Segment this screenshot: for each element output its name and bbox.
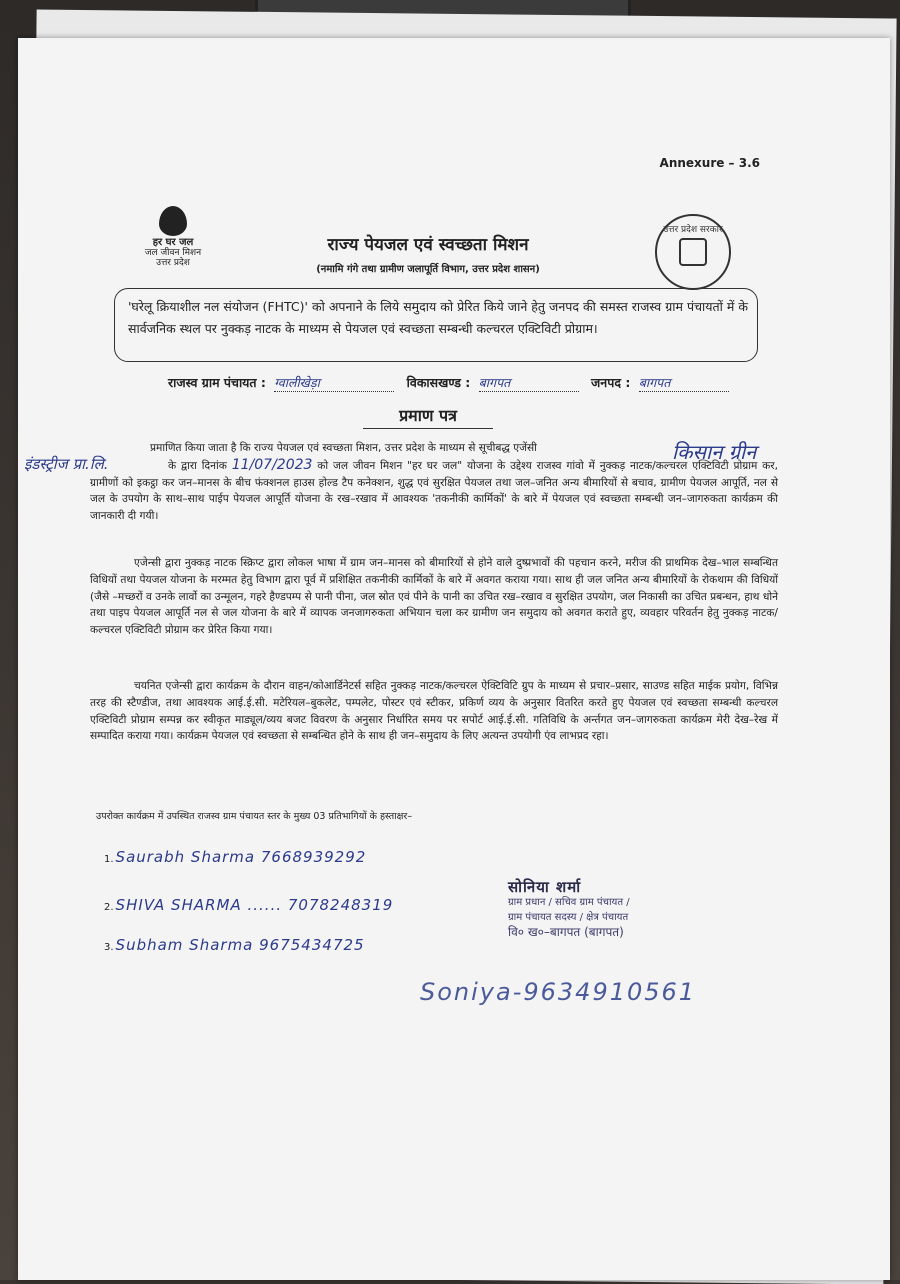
signatures-intro: उपरोक्त कार्यक्रम में उपस्थित राजस्व ग्राम पंचायत स्तर के मुख्य 03 प्रतिभागियों के हस्ताक्षर– — [96, 811, 413, 822]
pradhan-stamp — [508, 880, 728, 940]
handwritten-agency-name: किसान ग्रीन — [672, 440, 757, 464]
para3-text: चयनित एजेन्सी द्वारा कार्यक्रम के दौरान वाहन/कोआर्डिनेटर्स सहित नुक्कड़ नाटक/कल्चरल ऐक्टिविटि ग्रुप के माध्यम से प्रचार–प्रसार, साउण्ड सहित माईक प्रयोग, विभिन्न तरह की स्टैण्डीज, तथा आवश्यक आई.ई.सी. मटेरियल–बुकलेट, पम्पलेट, पोस्टर एवं स्टीकर, प्रकिर्ण व्यय के अनुसार वितरित करते हुए पेयजल एवं स्वच्छता सम्बन्धी कल्चरल एक्टिविटी प्रोग्राम सम्पन्न कर स्वीकृत माड्यूल/व्यय बजट विवरण के अनुसार निर्धारित समय पर सपोर्ट आई.ई.सी. गतिविधि के अर्न्तगत जन–जागरुकता कार्यक्रम मेरी देख–रेख में सम्पादित कराया गया। कार्यक्रम पेयजल एवं स्वच्छता से सम्बन्धित होने के साथ ही जन–समुदाय के लिए अत्यन्त उपयोगी एंव लाभप्रद रहा। — [90, 680, 778, 743]
handwritten-margin-text: इंडस्ट्रीज प्रा.लि. — [24, 455, 109, 473]
panchayat-value: ग्वालीखेड़ा — [274, 374, 394, 392]
signature-3-number: 3. — [104, 942, 114, 953]
emblem-center — [679, 238, 707, 266]
logo-line-3: उत्तर प्रदेश — [156, 258, 190, 268]
district-value: बागपत — [639, 374, 729, 392]
org-title: राज्य पेयजल एवं स्वच्छता मिशन — [327, 235, 529, 255]
stamp-line-1: ग्राम प्रधान / सचिव ग्राम पंचायत / — [508, 897, 630, 908]
organisation-header — [218, 232, 638, 275]
paragraph-1 — [90, 440, 778, 525]
stamp-line-2: ग्राम पंचायत सदस्य / क्षेत्र पंचायत — [508, 912, 629, 923]
para2-text: एजेन्सी द्वारा नुक्कड़ नाटक स्क्रिप्ट द्वारा लोकल भाषा में ग्राम जन–मानस को बीमारियों से होने वाले दुष्प्रभावों की पहचान करने, मरीज की प्राथमिक देख–भाल सम्बन्धित विधियों तथा पेयजल योजना के मरम्मत हेतु विभाग द्वारा पूर्व में प्रशिक्षित तकनीकी कार्मिकों के बारे में अवगत कराया गया। साथ ही जल जनित अन्य बीमारियों के रोकथाम की विधियों (जैसे –मच्छरों व उनके लार्वो का उन्मूलन, गहरे हैण्डपम्प से पानी पीना, जल स्रोत एवं पीने के पानी का उचित रख–रखाव व सुरक्षित उपयोग, जल निकासी का उचित प्रबन्धन, हाथ धोने तथा पाइप पेयजल आपूर्ति नल से जल योजना के बारे में व्यापक जनजागरुकता अभियान चला कर ग्रामीण जन समुदाय को अवगत कराते हुए, व्यवहार परिवर्तन हेतु नुक्कड़ नाटक/कल्चरल एक्टिविटी प्रोग्राम कर प्रेरित किया गया। — [90, 557, 778, 637]
signature-2-text: SHIVA SHARMA ...... 7078248319 — [115, 896, 394, 914]
signature-3-text: Subham Sharma 9675434725 — [115, 936, 365, 954]
signature-1 — [104, 848, 366, 866]
handwritten-soniya-phone: Soniya-9634910561 — [420, 978, 697, 1006]
signature-2-number: 2. — [104, 902, 114, 913]
handwritten-date: 11/07/2023 — [231, 456, 313, 473]
har-ghar-jal-logo — [138, 206, 208, 268]
para1-part-c: को जल जीवन मिशन "हर घर जल" योजना के उद्देश्य राजस्व गांवो में नुक्कड़ नाटक/कल्चरल एक्टिविटी प्रोग्राम कर, ग्रामीणों को इकट्ठा कर जन–मानस के बीच फंक्शनल हाउस होल्ड टैप कनेक्शन, शुद्ध एवं सुरक्षित पेयजल तथा जल–जनित अन्य बीमारियों से बचाव, ग्रामीण पेयजल आपूर्ति, नल से जल के उपयोग के साथ–साथ पाईप पेयजल आपूर्ति योजना के रख–रखाव में आवश्यक 'तकनीकी कार्मिकों' के बारे में पेयजल एवं स्वच्छता सम्बन्धी जन–जागरुकता कार्यक्रम की जानकारी दी गयी। — [90, 459, 778, 523]
annexure-label: Annexure – 3.6 — [659, 156, 760, 170]
stamp-line-3: वि० ख०–बागपत (बागपत) — [508, 925, 624, 939]
document-title: प्रमाण पत्र — [363, 404, 493, 429]
logo-line-1: हर घर जल — [152, 237, 194, 248]
para1-part-b: के द्वारा दिनांक — [168, 459, 227, 472]
signature-2 — [104, 896, 393, 914]
paragraph-2 — [90, 555, 778, 639]
block-label: विकासखण्ड : — [406, 375, 471, 390]
block-value: बागपत — [479, 374, 579, 392]
programme-description: 'घरेलू क्रियाशील नल संयोजन (FHTC)' को अपनाने के लिये समुदाय को प्रेरित किये जाने हेतु जनपद की समस्त राजस्व ग्राम पंचायतों में के सार्वजनिक स्थल पर नुक्कड़ नाटक के माध्यम से पेयजल एवं स्वच्छता सम्बन्धी कल्चरल एक्टिविटी प्रोग्राम। — [128, 299, 748, 336]
panchayat-label: राजस्व ग्राम पंचायत : — [168, 375, 266, 390]
para1-part-a: प्रमाणित किया जाता है कि राज्य पेयजल एवं स्वच्छता मिशन, उत्तर प्रदेश के माध्यम से सूचीबद्ध एजेंसी — [150, 442, 537, 454]
signature-1-number: 1. — [104, 854, 114, 865]
logo-line-2: जल जीवन मिशन — [144, 248, 202, 258]
up-govt-emblem-icon — [655, 214, 731, 290]
signature-1-text: Saurabh Sharma 7668939292 — [115, 848, 367, 866]
water-drop-tap-icon — [159, 206, 187, 236]
certificate-page — [18, 38, 890, 1280]
paragraph-3 — [90, 678, 778, 745]
signature-3 — [104, 936, 365, 954]
org-subtitle: (नमामि गंगे तथा ग्रामीण जलापूर्ति विभाग, उत्तर प्रदेश शासन) — [316, 264, 540, 275]
district-label: जनपद : — [591, 375, 631, 390]
emblem-text: उत्तर प्रदेश सरकार — [663, 225, 723, 235]
location-fields — [168, 374, 768, 392]
stamp-name: सोनिया शर्मा — [508, 878, 582, 896]
